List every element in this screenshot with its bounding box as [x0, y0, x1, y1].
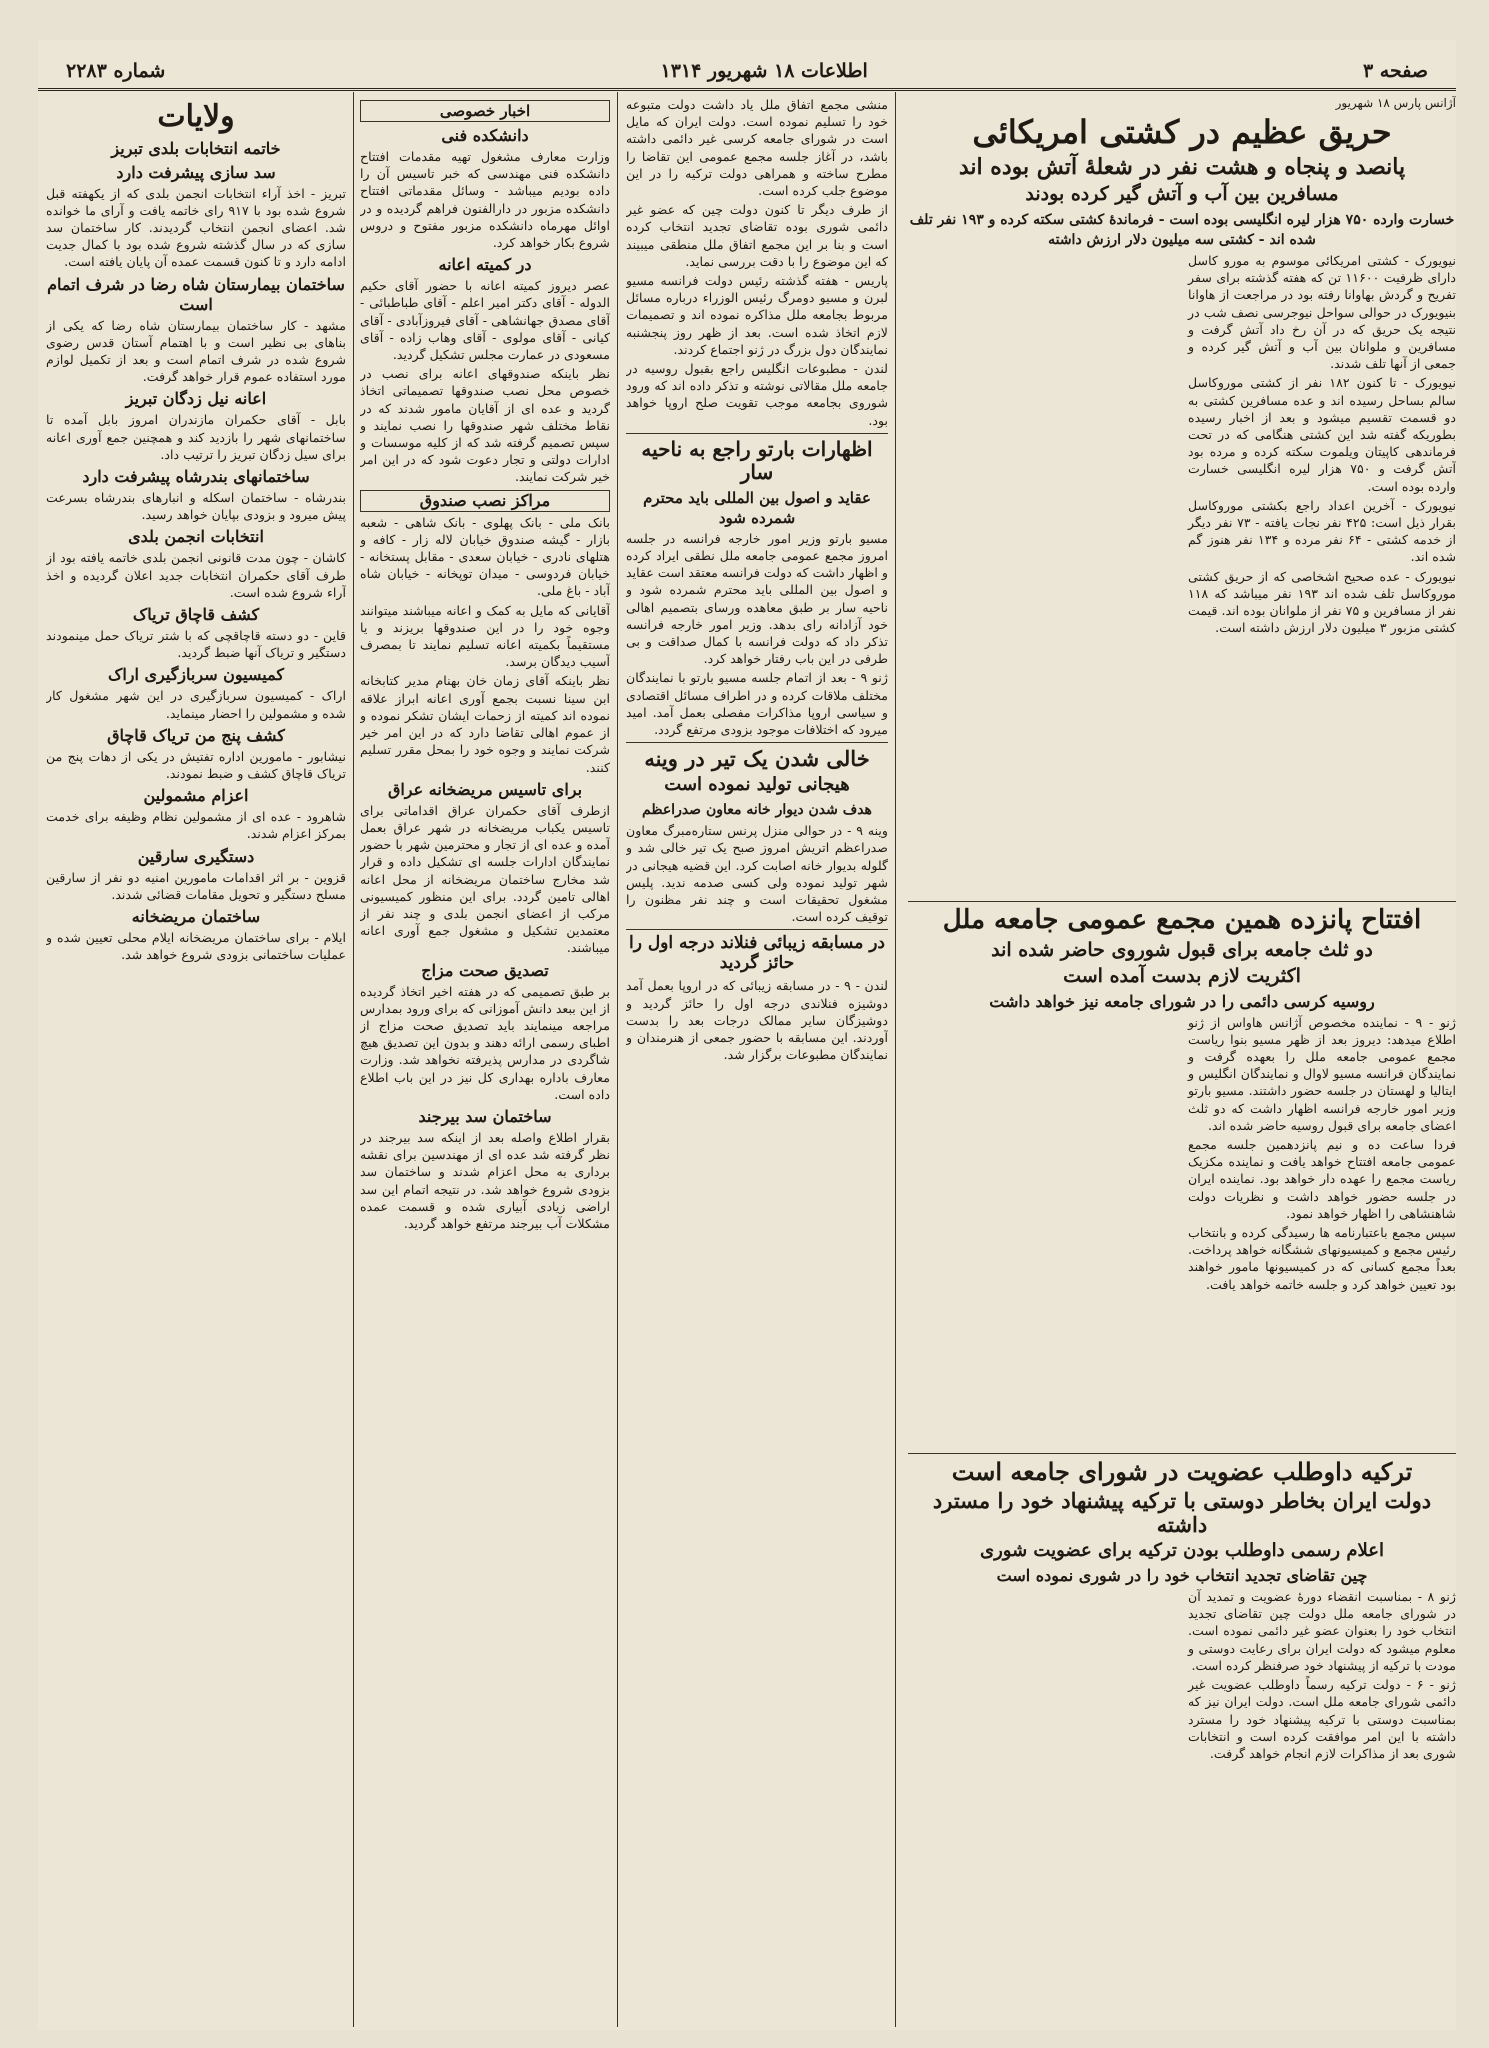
agency-credit: آژانس پارس ۱۸ شهریور	[1335, 96, 1456, 110]
article-paragraph: مسیو بارتو وزیر امور خارجه فرانسه در جلسه امروز مجمع عمومی جامعه ملل نطقی ایراد کرده و اظهار داشت که دولت فرانسه معتقد است عقاید و اصول بین المللی باید محترم شمرده شود و ناحیه سار بر طبق معاهده ورسای بتصمیم اهالی خود آزادانه رای بدهد. وزیر امور خارجه فرانسه تذکر داد که دولت فرانسه با کمال صداقت و بی طرفی در این باب رفتار خواهد کرد.	[626, 530, 888, 667]
headline-health-certificate: تصدیق صحت مزاج	[421, 960, 549, 980]
subhead-fire-2: مسافرین بین آب و آتش گیر کرده بودند	[1025, 183, 1339, 206]
column-3	[360, 96, 610, 2028]
article-paragraph: قزوین - بر اثر اقدامات مامورین امنیه دو نفر از سارقین مسلح دستگیر و تحویل مقامات قضائی شدند.	[46, 869, 346, 902]
column-rule	[353, 92, 354, 2027]
article-paragraph: فردا ساعت ده و نیم پانزدهمین جلسه مجمع عمومی جامعه افتتاح خواهد یافت و نماینده مکزیک ریاست مجمع را عهده دار خواهد بود. نماینده ایران در جلسه حضور خواهد داشت و نظریات دولت شاهنشاهی را اظهار خواهد نمود.	[1188, 1136, 1456, 1221]
headline-arak-conscription: کمیسیون سربازگیری اراک	[108, 665, 284, 685]
article-paragraph: نیویورک - عده صحیح اشخاصی که از حریق کشتی موروکاسل تلف شده اند ۱۹۳ نفر میباشد که ۱۱۸ نفر از مسافرین و ۷۵ نفر از ملوانان بوده اند. قیمت کشتی مزبور ۳ میلیون دلار ارزش داشته است.	[1188, 568, 1456, 636]
subhead-fire: پانصد و پنجاه و هشت نفر در شعلهٔ آتش بوده اند	[958, 153, 1406, 180]
article-paragraph: بانک ملی - بانک پهلوی - بانک شاهی - شعبه بازار - گیشه صندوق خیابان لاله زار - کافه و هتلهای نادری - خیابان سعدی - مقابل پستخانه - خیابان فردوسی - میدان توپخانه - خیابان شاه آباد - باغ ملی.	[360, 514, 610, 599]
headline-box-locations: مراکز نصب صندوق	[360, 490, 610, 512]
article-paragraph: کاشان - چون مدت قانونی انجمن بلدی خاتمه یافته بود از طرف آقای حکمران انتخابات جدید اعلان گردیده و اخذ آراء شروع شده است.	[46, 550, 346, 600]
divider	[908, 1453, 1456, 1454]
article-paragraph: مشهد - کار ساختمان بیمارستان شاه رضا که یکی از بناهای بی نظیر است و با اهتمام آستان قدس رضوی شروع شده در شرف اتمام است و بعد از تکمیل لوازم مورد استفاده عموم قرار خواهد گرفت.	[46, 317, 346, 385]
headline-municipal-election: انتخابات انجمن بلدی	[128, 527, 264, 547]
headline-fire: حریق عظیم در کشتی امریکائی	[972, 113, 1392, 151]
headline-vienna: خالی شدن یک تیر در وینه	[644, 746, 870, 772]
league-article	[908, 1014, 1456, 1449]
article-paragraph: ژنو - ۶ - دولت ترکیه رسماً داوطلب عضویت غیر دائمی شورای جامعه ملل است. دولت ایران نیز که بمناسبت دوستی با ترکیه پیشنهاد خود را مسترد داشته با این امر موافقت کرده است و انتخابات شوری بعد از مذاکرات لازم انجام خواهد گرفت.	[1188, 1677, 1456, 1761]
article-paragraph: وینه ۹ - در حوالی منزل پرنس ستاره‌مبرگ معاون صدراعظم اتریش امروز صبح یک تیر خالی شد و گلوله بدیوار خانه اصابت کرد. این قضیه هیجانی در شهر تولید نموده ولی کسی صدمه ندید. پلیس مشغول تحقیقات است و چند نفر مظنون را توقیف کرده است.	[626, 823, 888, 925]
headline-tabriz-relief: اعانه نیل زدگان تبریز	[125, 389, 267, 409]
column-2	[626, 96, 888, 2028]
article-paragraph: نظر باینکه آقای زمان خان بهنام مدیر کتابخانه ابن سینا نسبت بجمع آوری اعانه ابراز علاقه نموده اند کمیته از زحمات ایشان تشکر نموده و از عموم اهالی تقاضا دارد که در این امر خیر شرکت نمایند و وجوه خود را بمحل مقرر تسلیم کنند.	[360, 673, 610, 775]
subhead-barthou: عقاید و اصول بین المللی باید محترم شمرده شود	[643, 488, 871, 527]
subhead-turkey: دولت ایران بخاطر دوستی با ترکیه پیشنهاد خود را مسترد داشته	[932, 1488, 1432, 1538]
headline-birjand-dam: ساختمان سد بیرجند	[418, 1106, 552, 1126]
article-paragraph: نیویورک - تا کنون ۱۸۲ نفر از کشتی موروکاسل سالم بساحل رسیده اند و عده مسافرین کشتی به دو قسمت تقسیم میشود و بعد از اخبار رسیده بطوریکه گفته شد این کشتی هنگامی که در تحت فرماندهی کاپیتان ویلموت سکته کرده و مرده بود آتش گرفت و ۷۵۰ هزار لیره انگلیسی خسارت وارده بوده است.	[1188, 375, 1456, 494]
newspaper-page	[38, 40, 1456, 2030]
deck-vienna: هدف شدن دیوار خانه معاون صدراعظم	[642, 802, 872, 819]
article-paragraph: اراک - کمیسیون سربازگیری در این شهر مشغول کار شده و مشمولین را احضار مینماید.	[46, 688, 346, 721]
article-paragraph: بندرشاه - ساختمان اسکله و انبارهای بندرشاه بسرعت پیش میرود و بزودی بپایان خواهد رسید.	[46, 489, 346, 523]
masthead	[38, 58, 1456, 91]
headline-opium-smuggling: کشف قاچاق تریاک	[132, 604, 260, 624]
subhead-league: دو ثلث جامعه برای قبول شوروی حاضر شده اند	[991, 938, 1373, 961]
article-paragraph: نیویورک - آخرین اعداد راجع بکشتی موروکاسل بقرار ذیل است: ۴۲۵ نفر نجات یافته - ۷۳ نفر دیگر از خدمه کشتی - ۶۴ نفر مرده و ۱۳۴ نفر هنوز گم شده اند.	[1188, 497, 1456, 565]
headline-technical-college: دانشکده فنی	[441, 126, 529, 145]
section-private-news: اخبار خصوصی	[360, 100, 610, 122]
headline-iraq-hospital: برای تاسیس مریضخانه عراق	[387, 779, 583, 799]
subhead-turkey-2: اعلام رسمی داوطلب بودن ترکیه برای عضویت شوری	[979, 1540, 1384, 1562]
article-paragraph: نظر باینکه صندوقهای اعانه برای نصب در خصوص محل نصب صندوقها تصمیماتی اتخاذ گردید و عده ای از آقایان مامور شدند که در نقاط مختلف شهر صندوقها را نصب نمایند و سپس تصمیم گرفته شد که از کلیه موسسات و ادارات دولتی و تجار دعوت شود که در این امر خیر شرکت نمایند.	[360, 366, 610, 485]
article-paragraph: پاریس - هفته گذشته رئیس دولت فرانسه مسیو لبرن و مسیو دومرگ رئیس الوزراء درباره مسائل مربوط بجامعه ملل مذاکره نموده اند و تصمیمات لازم اتخاذ شده است. بعد از ظهر روز پنجشنبه نمایندگان دول بزرگ در ژنو اجتماع کردند.	[626, 273, 888, 357]
headline-beauty: در مسابقه زیبائی فنلاند درجه اول را حائز گردید	[628, 933, 885, 973]
headline-ilam-hospital: ساختمان مریضخانه	[131, 906, 261, 926]
article-paragraph: ژنو ۸ - بمناسبت انقضاء دورهٔ عضویت و تمدید آن در شورای جامعه ملل دولت چین تقاضای تجدید انتخاب خود را بعنوان عضو غیر دائمی نموده است. معلوم میشود که دولت ایران برای رعایت دوستی و مودت با ترکیه از پیشنهاد خود صرفنظر کرده است.	[1188, 1589, 1456, 1673]
article-paragraph: بابل - آقای حکمران مازندران امروز بابل آمده تا ساختمانهای شهر را بازدید کند و همچنین جمع آوری اعانه برای سیل زدگان تبریز را ترتیب داد.	[46, 412, 346, 462]
article-paragraph: از طرف دیگر تا کنون دولت چین که عضو غیر دائمی شوری بوده تقاضای تجدید انتخاب کرده است و بنا بر این مجمع اتفاق ملل منطقی میبیند که این موضوع را با دقت بررسی نماید.	[626, 202, 888, 269]
headline-thieves-arrest: دستگیری سارقین	[137, 846, 255, 866]
headline-opium-seizure: کشف پنج من تریاک قاچاق	[107, 725, 285, 745]
headline-barthou: اظهارات بارتو راجع به ناحیه سار	[641, 436, 873, 484]
column-4-provinces	[46, 96, 346, 2028]
article-paragraph: وزارت معارف مشغول تهیه مقدمات افتتاح دانشکده فنی مهندسی که خبر تاسیس آن را داده بودیم میباشد - وسائل مقدماتی افتتاح دانشکده مزبور در دارالفنون فراهم گردیده و در اوائل مهرماه دانشکده مزبور مفتوح و دروس شروع بکار خواهد کرد.	[360, 149, 610, 251]
article-paragraph: منشی مجمع اتفاق ملل یاد داشت دولت متبوعه خود را تسلیم نموده است. دولت ایران که مایل است در شورای جامعه کرسی غیر دائمی داشته باشد، در آغاز جلسه مجمع عمومی این تقاضا را مطرح ساخته و همراهی دولت ترکیه را در این موضوع جلب کرده است.	[626, 97, 888, 199]
subhead-tabriz-dam: سد سازی پیشرفت دارد	[116, 162, 276, 182]
article-paragraph: عصر دیروز کمیته اعانه با حضور آقای حکیم الدوله - آقای دکتر امیر اعلم - آقای طباطبائی - آقای مصدق جهانشاهی - آقای فیروزآبادی - آقای کیانی - آقای مولوی - آقای وهاب زاده - آقای مسعودی در عمارت مجلس تشکیل گردید.	[360, 278, 610, 363]
article-paragraph: لندن - مطبوعات انگلیس راجع بقبول روسیه در جامعه ملل مقالاتی نوشته و تذکر داده اند که ورود شوروی بجامعه موجب تقویت صلح اروپا خواهد بود.	[626, 361, 888, 428]
headline-bandarshah: ساختمانهای بندرشاه پیشرفت دارد	[82, 466, 310, 486]
column-1	[908, 96, 1456, 2028]
article-paragraph: لندن - ۹ - در مسابقه زیبائی که در اروپا بعمل آمد دوشیزه فنلاندی درجه اول را حائز گردید و دوشیزگان سایر ممالک درجات بعد را بدست آوردند. این مسابقه با حضور جمعی از هنرمندان و نمایندگان مطبوعات برگزار شد.	[626, 978, 888, 1063]
article-paragraph: ازطرف آقای حکمران عراق اقداماتی برای تاسیس یکباب مریضخانه در شهر عراق بعمل آمده و عده ای از تجار و محترمین شهر با حضور نمایندگان ادارات جلسه ای تشکیل داده و قرار شد مخارج ساختمان مریضخانه از محل اعانه اهالی تامین گردد. برای این منظور کمیسیونی مرکب از اعضای انجمن بلدی و چند نفر از معتمدین تشکیل و مشغول جمع آوری اعانه میباشند.	[360, 802, 610, 956]
headline-dispatch-conscripts: اعزام مشمولین	[143, 786, 249, 806]
article-paragraph: ایلام - برای ساختمان مریضخانه ایلام محلی تعیین شده و عملیات ساختمانی بزودی شروع خواهد شد.	[46, 929, 346, 963]
headline-tabriz-election: خاتمه انتخابات بلدی تبریز	[111, 138, 281, 158]
headline-mashhad-hospital: ساختمان بیمارستان شاه رضا در شرف اتمام است	[47, 274, 345, 314]
date-line: اطلاعات ۱۸ شهریور ۱۳۱۴	[660, 60, 868, 82]
divider	[626, 742, 888, 743]
turkey-article	[908, 1588, 1456, 1888]
headline-relief-committee: در کمیته اعانه	[438, 255, 532, 275]
column-rule	[895, 92, 896, 2027]
article-paragraph: تبریز - اخذ آراء انتخابات انجمن بلدی که از یکهفته قبل شروع شده بود با ۹۱۷ رای خاتمه یافت و آرای ما خوانده شد. اعضای انجمن انتخاب گردیدند. کار ساختمان سد سازی که در سال گذشته شروع شده بود با کمال جدیت ادامه دارد و تا کنون قسمت عمده آن پایان یافته است.	[46, 185, 346, 270]
divider	[626, 433, 888, 434]
article-paragraph: ژنو - ۹ - نماینده مخصوص آژانس هاواس از ژنو اطلاع میدهد: دیروز بعد از ظهر مسیو بنوا ریاست مجمع عمومی جامعه ملل را بعهده گرفت و نمایندگان فرانسه مسیو لاوال و نمایندگان انگلیس و ایتالیا و لهستان در جلسه حضور داشتند. مسیو بارتو وزیر امور خارجه فرانسه اظهار داشت که دو ثلث اعضای جامعه برای قبول روسیه حاضر شده اند.	[1188, 1014, 1456, 1133]
article-paragraph: بقرار اطلاع واصله بعد از اینکه سد بیرجند در نظر گرفته شد عده ای از مهندسین برای نقشه برداری به محل اعزام شدند و ساختمان سد بزودی شروع خواهد شد. در نتیجه اتمام این سد اراضی زیادی آبیاری شده و قسمت عمده مشکلات آب بیرجند مرتفع خواهد گردید.	[360, 1129, 610, 1231]
article-paragraph: نیویورک - کشتی امریکائی موسوم به مورو کاسل دارای ظرفیت ۱۱۶۰۰ تن که هفته گذشته برای سفر تفریح و گردش بهاوانا رفته بود در مراجعت از هاوانا بنیویورک در حوالی سواحل نیوجرسی نصف شب در نتیجه یک حریق که در آن رخ داد آتش گرفت و مسافرین و ملوانان بین آب و آتش گیر کرده و جمعی از آنها تلف شدند.	[1188, 252, 1456, 372]
headline-league: افتتاح پانزده همین مجمع عمومی جامعه ملل	[942, 904, 1422, 935]
deck-turkey: چین تقاضای تجدید انتخاب خود را در شوری نموده است	[996, 1566, 1368, 1586]
deck-fire: خسارت وارده ۷۵۰ هزار لیره انگلیسی بوده است - فرماندهٔ کشتی سکته کرده و ۱۹۳ نفر تلف شده اند - کشتی سه میلیون دلار ارزش داشته	[909, 211, 1455, 248]
page-number: صفحه ۳	[1362, 60, 1428, 82]
divider	[626, 929, 888, 930]
article-paragraph: آقایانی که مایل به کمک و اعانه میباشند میتوانند وجوه خود را در این صندوقها بریزند و یا مستقیماً بکمیته اعانه تسلیم نمایند تا بمصرف آسیب دیدگان برسد.	[360, 602, 610, 670]
article-paragraph: بر طبق تصمیمی که در هفته اخیر اتخاذ گردیده از این ببعد دانش آموزانی که برای ورود بمدارس مراجعه مینمایند باید تصدیق صحت مزاج از اطبای رسمی ارائه دهند و بدون این تصدیق هیچ شاگردی در مدارس پذیرفته نخواهد شد. وزارت معارف باداره بهداری کل نیز در این باب اطلاع داده است.	[360, 983, 610, 1102]
headline-turkey: ترکیه داوطلب عضویت در شورای جامعه است	[951, 1456, 1413, 1486]
subhead-league-2: اکثریت لازم بدست آمده است	[1063, 964, 1301, 987]
article-paragraph: نیشابور - مامورین اداره تفتیش در یکی از دهات پنج من تریاک قاچاق کشف و ضبط نمودند.	[46, 748, 346, 781]
fire-article	[908, 252, 1456, 897]
section-provinces-title: ولایات	[157, 99, 235, 134]
issue-number: شماره ۲۲۸۳	[66, 60, 166, 82]
article-paragraph: قاین - دو دسته قاچاقچی که با شتر تریاک حمل مینمودند دستگیر و تریاک آنها ضبط گردید.	[46, 627, 346, 661]
divider	[908, 901, 1456, 902]
deck-league: روسیه کرسی دائمی را در شورای جامعه نیز خواهد داشت	[989, 991, 1375, 1011]
article-paragraph: سپس مجمع باعتبارنامه ها رسیدگی کرده و بانتخاب رئیس مجمع و کمیسیونهای ششگانه خواهد پرداخت. بعداً مجمع کسانی که در کمیسیونها مامور خواهند بود تعیین خواهد کرد و جلسه خاتمه خواهد یافت.	[1188, 1224, 1456, 1292]
subhead-vienna: هیجانی تولید نموده است	[664, 774, 850, 796]
article-paragraph: ژنو ۹ - بعد از اتمام جلسه مسیو بارتو با نمایندگان مختلف ملاقات کرده و در اطراف مسائل اقتصادی و سیاسی اروپا مذاکرات مفصلی بعمل آمد. امید میرود که اختلافات موجود بزودی مرتفع گردد.	[626, 670, 888, 738]
article-paragraph: شاهرود - عده ای از مشمولین نظام وظیفه برای خدمت بمرکز اعزام شدند.	[46, 809, 346, 842]
column-rule	[617, 92, 618, 2027]
